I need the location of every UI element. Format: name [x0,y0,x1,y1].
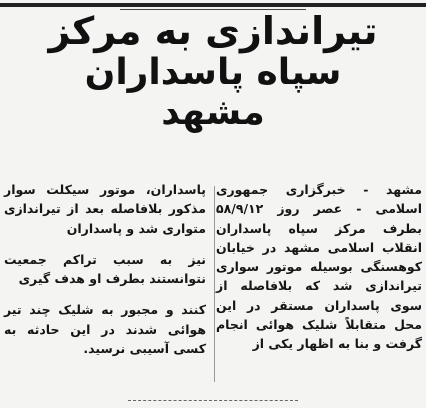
headline-line-2: سپاه پاسداران [84,51,342,93]
article-paragraph: نیز به سبب تراکم جمعیت نتوانستند بطرف او هدف گیری [4,251,206,287]
bottom-rule [128,400,298,403]
article-column-right [216,180,422,361]
headline-line-1: تیراندازی به مرکز [48,9,378,53]
column-divider [214,186,215,382]
headline-line-3: مشهد [161,91,265,133]
article-column-left [4,180,206,370]
article-paragraph: پاسداران، موتور سیکلت سوار مذکور بلافاصله بعد از تیراندازی متواری شد و پاسداران [4,182,206,236]
top-rule [0,3,426,7]
headline [6,10,420,133]
article-paragraph: کنند و مجبور به شلیک چند تیر هوائی شدند در این حادثه به کسی آسیبی نرسید. [4,302,206,357]
article-paragraph: مشهد - خبرگزاری جمهوری اسلامی - عصر روز ۵۸/۹/۱۲ بطرف مرکز سپاه پاسداران انقلاب اسلامی مشهد در خیابان کوهسنگی بوسیله موتور سواری تیراندازی شد که بلافاصله از سوی پاسداران مستقر در این محل متقابلاً شلیک هوائی انجام گرفت و بنا به اظهار یکی از [216,182,422,352]
